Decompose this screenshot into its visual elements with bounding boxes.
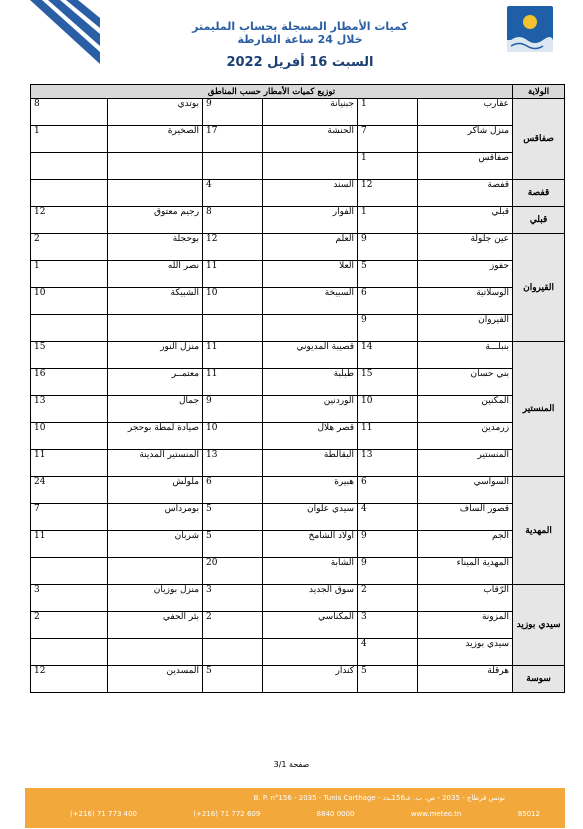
rainfall-value: 8: [203, 207, 263, 234]
rainfall-value: 3: [203, 585, 263, 612]
station-name: بئر الحفي: [108, 612, 203, 639]
station-name: قفصة: [418, 180, 513, 207]
green-number: 8840 0000: [316, 810, 355, 818]
rainfall-value: [203, 315, 263, 342]
governorate-cell: صفاقس: [513, 99, 565, 180]
station-name: الرّقاب: [418, 585, 513, 612]
station-name: ملولش: [108, 477, 203, 504]
station-name: المزونة: [418, 612, 513, 639]
rainfall-value: 11: [31, 450, 108, 477]
rainfall-value: 5: [203, 531, 263, 558]
table-row: [31, 666, 565, 693]
station-name: صفاقس: [418, 153, 513, 180]
governorate-cell: سيدي بوزيد: [513, 585, 565, 666]
rainfall-value: 5: [203, 666, 263, 693]
station-name: سيدي بوزيد: [418, 639, 513, 666]
station-name: صيادة لمطة بوحجر: [108, 423, 203, 450]
table-row: [31, 315, 565, 342]
table-row: [31, 504, 565, 531]
table-row: [31, 153, 565, 180]
rainfall-value: 5: [358, 666, 418, 693]
rainfall-value: [31, 639, 108, 666]
station-name: العلا: [263, 261, 358, 288]
station-name: جمال: [108, 396, 203, 423]
page-subtitle: خلال 24 ساعة الفارطة: [237, 33, 363, 46]
station-name: المنستير المدينة: [108, 450, 203, 477]
station-name: الشابة: [263, 558, 358, 585]
rainfall-value: 7: [31, 504, 108, 531]
rainfall-value: [203, 639, 263, 666]
table-row: [31, 99, 565, 126]
table-row: [31, 531, 565, 558]
table-row: [31, 261, 565, 288]
governorate-cell: المنستير: [513, 342, 565, 477]
station-name: بومرداس: [108, 504, 203, 531]
rainfall-value: 9: [203, 396, 263, 423]
station-name: الصخيرة: [108, 126, 203, 153]
station-name: [263, 639, 358, 666]
table-row: [31, 396, 565, 423]
station-name: كندار: [263, 666, 358, 693]
rainfall-value: 13: [358, 450, 418, 477]
rainfall-value: [31, 153, 108, 180]
page-title: كميات الأمطار المسجلة بحساب المليمتر: [192, 20, 408, 33]
rainfall-value: 9: [358, 531, 418, 558]
station-name: منزل النور: [108, 342, 203, 369]
rainfall-value: 4: [203, 180, 263, 207]
rainfall-value: 2: [31, 234, 108, 261]
governorate-cell: القيروان: [513, 234, 565, 342]
station-name: [108, 180, 203, 207]
rainfall-value: 10: [358, 396, 418, 423]
governorate-cell: المهدية: [513, 477, 565, 585]
station-name: قصيبة المديوني: [263, 342, 358, 369]
rainfall-value: 10: [203, 423, 263, 450]
rainfall-value: 12: [358, 180, 418, 207]
rainfall-value: 11: [203, 261, 263, 288]
station-name: السند: [263, 180, 358, 207]
station-name: حفوز: [418, 261, 513, 288]
table-row: [31, 477, 565, 504]
station-name: السبيخة: [263, 288, 358, 315]
governorate-cell: قبلي: [513, 207, 565, 234]
website-link[interactable]: www.meteo.tn: [410, 810, 462, 818]
rainfall-value: 9: [358, 558, 418, 585]
rainfall-value: 6: [358, 288, 418, 315]
station-name: [108, 153, 203, 180]
station-name: الحنشة: [263, 126, 358, 153]
station-name: المكنين: [418, 396, 513, 423]
rainfall-value: 1: [31, 261, 108, 288]
station-name: هبيرة: [263, 477, 358, 504]
rainfall-value: 3: [31, 585, 108, 612]
table-row: [31, 126, 565, 153]
station-name: بني حسان: [418, 369, 513, 396]
table-row: [31, 423, 565, 450]
rainfall-value: 9: [203, 99, 263, 126]
station-name: البقالطة: [263, 450, 358, 477]
table-row: [31, 612, 565, 639]
station-name: بنبلـــة: [418, 342, 513, 369]
rainfall-value: [31, 180, 108, 207]
station-name: منزل شاكر: [418, 126, 513, 153]
rainfall-value: 9: [358, 315, 418, 342]
rainfall-value: 13: [31, 396, 108, 423]
rainfall-value: 7: [358, 126, 418, 153]
station-name: الوسلاتية: [418, 288, 513, 315]
distribution-header: توزيع كميات الأمطار حسب المناطق: [31, 85, 513, 99]
footer-contacts: [70, 810, 540, 818]
table-row: [31, 207, 565, 234]
station-name: سيدي علوان: [263, 504, 358, 531]
station-name: رجيم معتوق: [108, 207, 203, 234]
rainfall-value: 2: [358, 585, 418, 612]
sms-number: 85012: [517, 810, 540, 818]
rainfall-value: 17: [203, 126, 263, 153]
table-row: [31, 288, 565, 315]
rainfall-value: 16: [31, 369, 108, 396]
fax-number: (+216) 71 773 400: [70, 810, 137, 818]
station-name: أولاد الشامخ: [263, 531, 358, 558]
rainfall-value: 1: [358, 153, 418, 180]
phone-number: (+216) 71 772 609: [193, 810, 261, 818]
decorative-stripes: [0, 0, 100, 70]
rainfall-value: 3: [358, 612, 418, 639]
station-name: [263, 315, 358, 342]
station-name: زرمدين: [418, 423, 513, 450]
rainfall-value: 20: [203, 558, 263, 585]
station-name: الشبيكة: [108, 288, 203, 315]
station-name: [108, 639, 203, 666]
station-name: [263, 153, 358, 180]
rainfall-value: 10: [31, 288, 108, 315]
station-name: الوردنين: [263, 396, 358, 423]
station-name: عقارب: [418, 99, 513, 126]
station-name: جبنيانة: [263, 99, 358, 126]
rainfall-value: 11: [358, 423, 418, 450]
page-number: صفحة 3/1: [273, 760, 310, 769]
table-row: [31, 450, 565, 477]
governorate-cell: سوسة: [513, 666, 565, 693]
table-row: [31, 639, 565, 666]
report-date: السبت 16 أفريل 2022: [226, 55, 374, 70]
rainfall-value: 2: [31, 612, 108, 639]
rainfall-value: 5: [203, 504, 263, 531]
rainfall-value: 8: [31, 99, 108, 126]
table-row: [31, 234, 565, 261]
station-name: طبلبة: [263, 369, 358, 396]
station-name: هرقلة: [418, 666, 513, 693]
rainfall-value: 9: [358, 234, 418, 261]
rainfall-value: 15: [358, 369, 418, 396]
rainfall-value: [31, 315, 108, 342]
rainfall-value: [203, 153, 263, 180]
rainfall-value: 11: [31, 531, 108, 558]
rainfall-table: [30, 84, 565, 693]
rainfall-value: 1: [31, 126, 108, 153]
rainfall-value: 24: [31, 477, 108, 504]
rainfall-value: 10: [203, 288, 263, 315]
rainfall-value: 12: [31, 666, 108, 693]
governorate-cell: قفصة: [513, 180, 565, 207]
rainfall-value: 4: [358, 504, 418, 531]
station-name: المسدين: [108, 666, 203, 693]
footer-address: B. P. n°156 - 2035 - Tunis Carthage - تونس قرطاج - 2035 - ص. ب. عـ156ـدد: [253, 794, 505, 802]
rainfall-value: 4: [358, 639, 418, 666]
rainfall-value: 5: [358, 261, 418, 288]
rainfall-value: [31, 558, 108, 585]
table-row: [31, 369, 565, 396]
rainfall-value: 15: [31, 342, 108, 369]
station-name: شربان: [108, 531, 203, 558]
station-name: [108, 558, 203, 585]
footer-bar: [25, 788, 565, 828]
station-name: الجم: [418, 531, 513, 558]
station-name: المهدية الميناء: [418, 558, 513, 585]
rainfall-value: 6: [203, 477, 263, 504]
station-name: السواسي: [418, 477, 513, 504]
rainfall-value: 10: [31, 423, 108, 450]
station-name: بوحجلة: [108, 234, 203, 261]
station-name: منزل بوزيان: [108, 585, 203, 612]
rainfall-value: 13: [203, 450, 263, 477]
rainfall-value: 2: [203, 612, 263, 639]
station-name: الفوار: [263, 207, 358, 234]
station-name: عين جلولة: [418, 234, 513, 261]
rainfall-value: 12: [31, 207, 108, 234]
table-row: [31, 585, 565, 612]
governorate-header: الولاية: [513, 85, 565, 99]
station-name: قصور الساف: [418, 504, 513, 531]
station-name: بوتدي: [108, 99, 203, 126]
rainfall-value: 1: [358, 99, 418, 126]
rainfall-value: 14: [358, 342, 418, 369]
station-name: معتمــر: [108, 369, 203, 396]
station-name: سوق الجديد: [263, 585, 358, 612]
meteo-logo: [507, 6, 553, 52]
station-name: المكناسي: [263, 612, 358, 639]
rainfall-value: 6: [358, 477, 418, 504]
station-name: العلم: [263, 234, 358, 261]
station-name: قبلي: [418, 207, 513, 234]
rainfall-value: 12: [203, 234, 263, 261]
station-name: القيروان: [418, 315, 513, 342]
station-name: نصر الله: [108, 261, 203, 288]
station-name: قصر هلال: [263, 423, 358, 450]
rainfall-value: 11: [203, 369, 263, 396]
table-row: [31, 342, 565, 369]
table-row: [31, 180, 565, 207]
station-name: المنستير: [418, 450, 513, 477]
table-row: [31, 558, 565, 585]
station-name: [108, 315, 203, 342]
rainfall-value: 11: [203, 342, 263, 369]
rainfall-value: 1: [358, 207, 418, 234]
